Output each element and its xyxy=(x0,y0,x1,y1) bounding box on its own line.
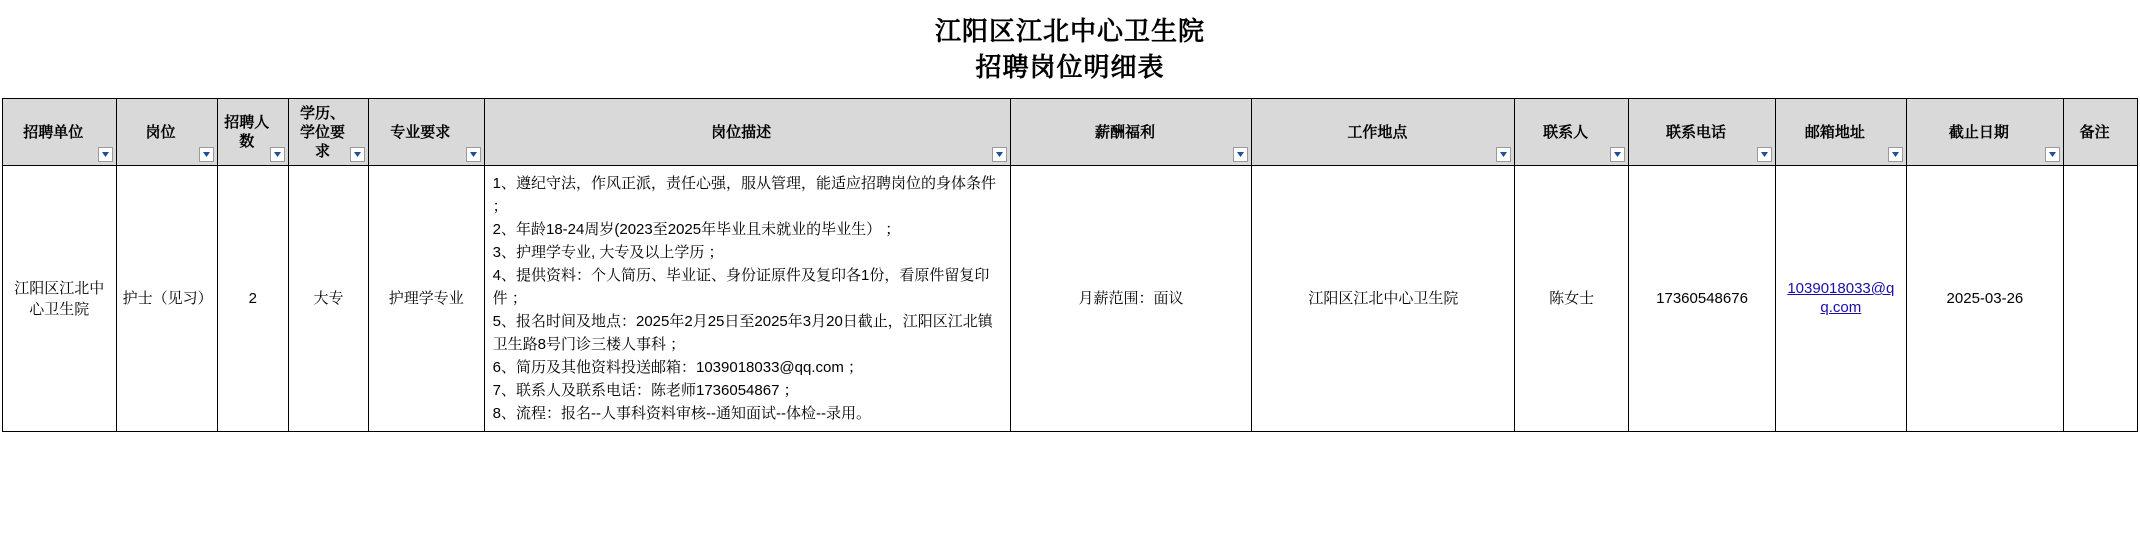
filter-dropdown-icon[interactable] xyxy=(1757,147,1772,162)
column-header-education-label: 学历、学位要求 xyxy=(300,104,346,160)
column-header-contact[interactable] xyxy=(1515,99,1629,166)
description-line: 6、简历及其他资料投送邮箱：1039018033@qq.com ； xyxy=(492,359,864,376)
recruitment-table xyxy=(2,98,2138,432)
cell-unit: 江阳区江北中心卫生院 xyxy=(3,166,117,432)
cell-email[interactable] xyxy=(1776,166,1906,432)
description-line: 4、提供资料：个人简历、毕业证、身份证原件及复印各1份，看原件留复印件 ； xyxy=(492,267,990,307)
filter-dropdown-icon[interactable] xyxy=(270,147,285,162)
email-link[interactable]: 1039018033@qq.com xyxy=(1787,280,1895,316)
column-header-workplace[interactable] xyxy=(1252,99,1515,166)
column-header-description[interactable] xyxy=(484,99,1010,166)
description-line: 5、报名时间及地点：2025年2月25日至2025年3月20日截止，江阳区江北镇卫生路8号门诊三楼人事科 ； xyxy=(492,313,993,353)
column-header-number-label: 招聘人数 xyxy=(224,114,270,150)
column-header-salary-label: 薪酬福利 xyxy=(1094,123,1155,141)
column-header-number[interactable] xyxy=(217,99,289,166)
column-header-note-label: 备注 xyxy=(2079,123,2110,141)
column-header-post[interactable] xyxy=(116,99,217,166)
column-header-workplace-label: 工作地点 xyxy=(1347,123,1408,141)
column-header-description-label: 岗位描述 xyxy=(711,123,772,141)
description-line: 8、流程：报名--人事科资料审核--通知面试--体检--录用。 xyxy=(492,405,871,422)
column-header-phone-label: 联系电话 xyxy=(1666,123,1727,141)
table-row xyxy=(3,166,2138,432)
column-header-unit[interactable] xyxy=(3,99,117,166)
filter-dropdown-icon[interactable] xyxy=(2045,147,2060,162)
filter-dropdown-icon[interactable] xyxy=(1888,147,1903,162)
table-header-row xyxy=(3,99,2138,166)
title-line-1: 江阳区江北中心卫生院 xyxy=(934,17,1205,46)
description-line: 1、遵纪守法，作风正派，责任心强，服从管理，能适应招聘岗位的身体条件 ； xyxy=(492,175,997,215)
cell-number: 2 xyxy=(217,166,289,432)
title-line-2: 招聘岗位明细表 xyxy=(975,53,1165,82)
column-header-email[interactable] xyxy=(1776,99,1906,166)
filter-dropdown-icon[interactable] xyxy=(1496,147,1511,162)
column-header-deadline[interactable] xyxy=(1906,99,2064,166)
cell-note xyxy=(2064,166,2138,432)
column-header-phone[interactable] xyxy=(1628,99,1775,166)
filter-dropdown-icon[interactable] xyxy=(1610,147,1625,162)
description-line: 2、年龄18-24周岁(2023至2025年毕业且未就业的毕业生） ； xyxy=(492,221,901,238)
filter-dropdown-icon[interactable] xyxy=(466,147,481,162)
cell-contact: 陈女士 xyxy=(1515,166,1629,432)
column-header-contact-label: 联系人 xyxy=(1543,123,1589,141)
cell-description xyxy=(484,166,1010,432)
column-header-major-label: 专业要求 xyxy=(390,123,451,141)
document-title xyxy=(0,0,2140,86)
cell-major: 护理学专业 xyxy=(368,166,484,432)
filter-dropdown-icon[interactable] xyxy=(98,147,113,162)
column-header-salary[interactable] xyxy=(1010,99,1252,166)
cell-workplace: 江阳区江北中心卫生院 xyxy=(1252,166,1515,432)
column-header-deadline-label: 截止日期 xyxy=(1948,123,2009,141)
filter-dropdown-icon[interactable] xyxy=(199,147,214,162)
filter-dropdown-icon[interactable] xyxy=(992,147,1007,162)
description-line: 7、联系人及联系电话：陈老师1736054867 ； xyxy=(492,382,799,399)
cell-post: 护士（见习） xyxy=(116,166,217,432)
column-header-post-label: 岗位 xyxy=(145,123,176,141)
column-header-email-label: 邮箱地址 xyxy=(1804,123,1865,141)
cell-salary: 月薪范围：面议 xyxy=(1010,166,1252,432)
cell-deadline: 2025-03-26 xyxy=(1906,166,2064,432)
description-line: 3、护理学专业, 大专及以上学历 ； xyxy=(492,244,724,261)
cell-phone: 17360548676 xyxy=(1628,166,1775,432)
column-header-unit-label: 招聘单位 xyxy=(23,123,84,141)
column-header-education[interactable] xyxy=(289,99,369,166)
cell-education: 大专 xyxy=(289,166,369,432)
filter-dropdown-icon[interactable] xyxy=(1233,147,1248,162)
column-header-major[interactable] xyxy=(368,99,484,166)
column-header-note[interactable] xyxy=(2064,99,2138,166)
filter-dropdown-icon[interactable] xyxy=(350,147,365,162)
